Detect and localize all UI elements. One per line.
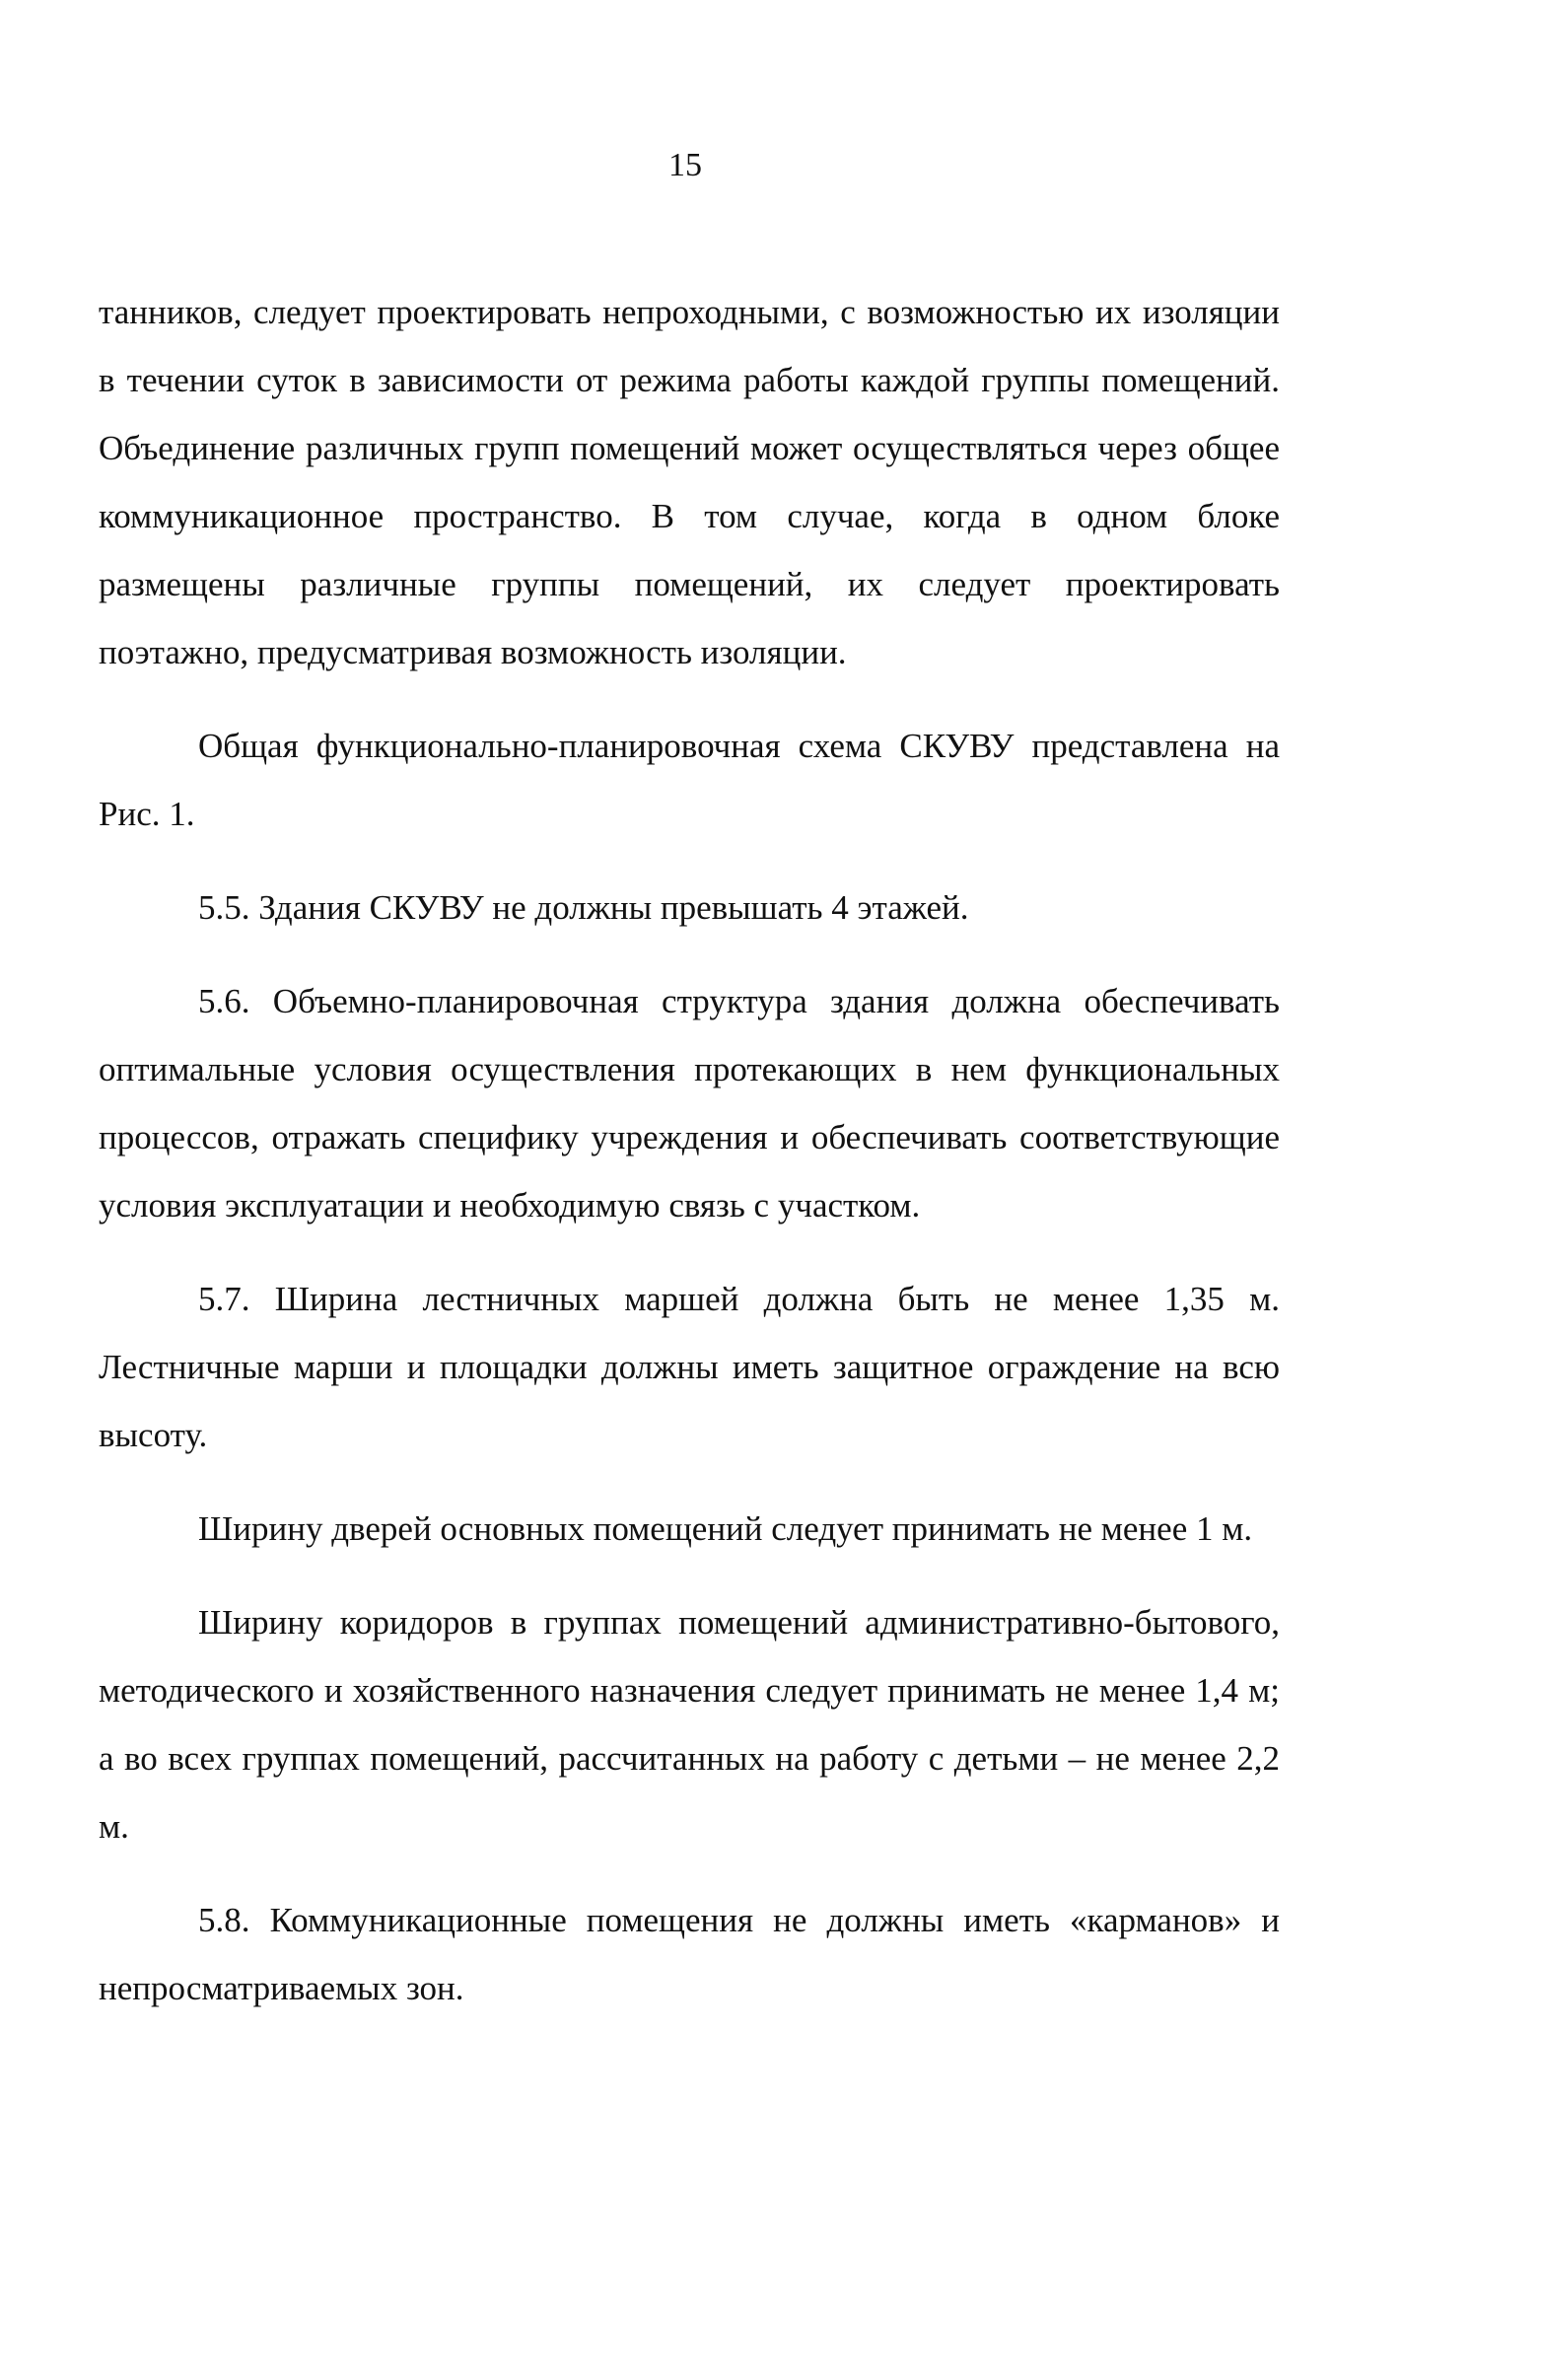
paragraph-door-width: Ширину дверей основных помещений следует принимать не менее 1 м. (198, 1509, 1253, 1548)
paragraph-scheme-reference: Общая функционально-планировочная схема СКУВУ представлена на Рис. 1. (99, 727, 1280, 833)
paragraph-5-6: 5.6. Объемно-планировочная структура здания должна обеспечивать оптимальные условия осуществления протекающих в нем функциональных процессов, отражать специфику учреждения и обеспечивать соответствующие условия эксплуатации и необходимую связь с участком. (99, 982, 1280, 1225)
paragraph-5-5: 5.5. Здания СКУВУ не должны превышать 4 этажей. (198, 888, 969, 927)
paragraph-5-7: 5.7. Ширина лестничных маршей должна быть не менее 1,35 м. Лестничные марши и площадки должны иметь защитное ограждение на всю высоту. (99, 1280, 1280, 1454)
paragraph-corridor-width: Ширину коридоров в группах помещений административно-бытового, методического и хозяйственного назначения следует принимать не менее 1,4 м; а во всех группах помещений, рассчитанных на работу с детьми – не менее 2,2 м. (99, 1603, 1280, 1846)
document-body (99, 278, 1280, 2048)
paragraph-5-8: 5.8. Коммуникационные помещения не должны иметь «карманов» и непросматриваемых зон. (99, 1901, 1280, 2007)
page-number: 15 (668, 147, 702, 183)
paragraph-continuation: танников, следует проектировать непроходными, с возможностью их изоляции в течении суток в зависимости от режима работы каждой группы помещений. Объединение различных групп помещений может осуществляться через общее коммуникационное пространство. В том случае, когда в одном блоке размещены различные группы помещений, их следует проектировать поэтажно, предусматривая возможность изоляции. (99, 293, 1280, 671)
